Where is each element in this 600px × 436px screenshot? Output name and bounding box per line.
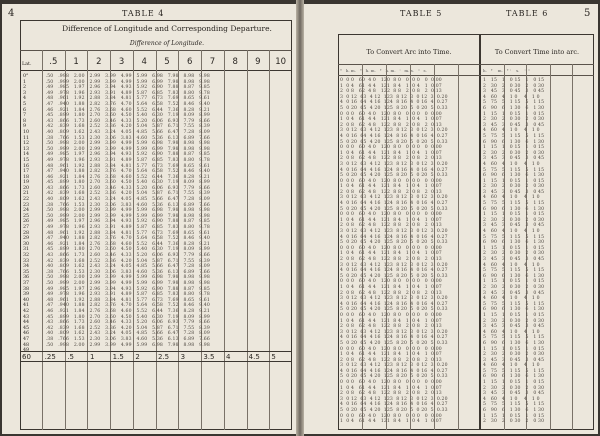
book-gutter [296, 0, 304, 436]
mid-head: 5 [271, 353, 276, 361]
column-head: 4 [141, 57, 147, 67]
column-head: 2 [96, 57, 102, 67]
column-head: .5 [49, 57, 58, 67]
left-table-heading: TABLE 4 [122, 9, 165, 18]
left-table-subtitle: Difference of Longitude. [129, 40, 205, 47]
mid-head: 4 [226, 353, 231, 361]
column-head: 3 [118, 57, 125, 67]
table5-values: 0 0 0 60 4 0 120 8 0 0 0 0 0 0.00 1 0 4 61 4 4 121 8 4 1 0 4 1 0.07 2 0 8 62 4 8 122 8 8 2 0 8 2 0.13 3 0 12 63 4 12 123 8 12 3 0 12 3 0.20 4 0 16 64 4 16 124 8 16 4 0 16 4 0.27 5 0 20 65 4 20 125 8 20 5 0 20 5 0.33 0 0 0 60 4 0 120 8 0 0 0 0 0 0.00 1 0 4 61 4 4 121 8 4 1 0 4 1 0.07 2 0 8 62 4 8 122 8 8 2 0 8 2 0.13 3 0 12 63 4 12 123 8 12 3 0 12 3 0.20 4 0 16 64 4 16 124 8 16 4 0 16 4 0.27 5 0 20 65 4 20 125 8 20 5 0 20 5 0.33 0 0 0 60 4 0 120 8 0 0 0 0 0 0.00 1 0 4 61 4 4 121 8 4 1 0 4 1 0.07 2 0 8 62 4 8 122 8 8 2 0 8 2 0.13 3 0 12 63 4 12 123 8 12 3 0 12 3 0.20 4 0 16 64 4 16 124 8 16 4 0 16 4 0.27 5 0 20 65 4 20 125 8 20 5 0 20 5 0.33 0 0 0 60 4 0 120 8 0 0 0 0 0 0.00 1 0 4 61 4 4 121 8 4 1 0 4 1 0.07 2 0 8 62 4 8 122 8 8 2 0 8 2 0.13 3 0 12 63 4 12 123 8 12 3 0 12 3 0.20 4 0 16 64 4 16 124 8 16 4 0 16 4 0.27 5 0 20 65 4 20 125 8 20 5 0 20 5 0.33 0 0 0 60 4 0 120 8 0 0 0 0 0 0.00 1 0 4 61 4 4 121 8 4 1 0 4 1 0.07 2 0 8 62 4 8 122 8 8 2 0 8 2 0.13 3 0 12 63 4 12 123 8 12 3 0 12 3 0.20 4 0 16 64 4 16 124 8 16 4 0 16 4 0.27 5 0 20 65 4 20 125 8 20 5 0 20 5 0.33 0 0 0 60 4 0 120 8 0 0 0 0 0 0.00 1 0 4 61 4 4 121 8 4 1 0 4 1 0.07 2 0 8 62 4 8 122 8 8 2 0 8 2 0.13 3 0 12 63 4 12 123 8 12 3 0 12 3 0.20 4 0 16 64 4 16 124 8 16 4 0 16 4 0.27 5 0 20 65 4 20 125 8 20 5 0 20 5 0.33 0 0 0 60 4 0 120 8 0 0 0 0 0 0.00 1 0 4 61 4 4 121 8 4 1 0 4 1 0.07 2 0 8 62 4 8 122 8 8 2 0 8 2 0.13 3 0 12 63 4 12 123 8 12 3 0 12 3 0.20 4 0 16 64 4 16 124 8 16 4 0 16 4 0.27 5 0 20 65 4 20 125 8 20 5 0 20 5 0.33 0 0 0 60 4 0 120 8 0 0 0 0 0 0.00 1 0 4 61 4 4 121 8 4 1 0 4 1 0.07 2 0 8 62 4 8 122 8 8 2 0 8 2 0.13 3 0 12 63 4 12 123 8 12 3 0 12 3 0.20 4 0 16 64 4 16 124 8 16 4 0 16 4 0.27 5 0 20 65 4 20 125 8 20 5 0 20 5 0.33 0 0 0 60 4 0 120 8 0 0 0 0 0 0.00 1 0 4 61 4 4 121 8 4 1 0 4 1 0.07 2 0 8 62 4 8 122 8 8 2 0 8 2 0.13 3 0 12 63 4 12 123 8 12 3 0 12 3 0.20 4 0 16 64 4 16 124 8 16 4 0 16 4 0.27 5 0 20 65 4 20 125 8 20 5 0 20 5 0.33 0 0 0 60 4 0 120 8 0 0 0 0 0 0.00 1 0 4 61 4 4 121 8 4 1 0 4 1 0.07 2 0 8 62 4 8 122 8 8 2 0 8 2 0.13 3 0 12 63 4 12 123 8 12 3 0 12 3 0.20 4 0 16 64 4 16 124 8 16 4 0 16 4 0.27 5 0 20 65 4 20 125 8 20 5 0 20 5 0.33 0 0 0 60 4 0 120 8 0 0 0 0 0 0.00 1 0 4 61 4 4 121 8 4 1 0 4 1 0.07 [340, 78, 448, 425]
latitude-column: 0° 1 2 3 4 5 6 7 8 9 10 11 12 13 14 15 16 17 18 19 20 21 22 23 24 25 26 27 28 29 30 31 32 33 34 35 36 37 38 39 40 41 42 43 44 45 46 47 48 49 [23, 74, 30, 354]
column-head: 9 [255, 57, 261, 67]
mid-head: 2.5 [158, 353, 170, 361]
mid-head: 1 [90, 353, 95, 361]
mid-head: 2 [135, 353, 140, 361]
mid-head: 3.5 [203, 353, 215, 361]
departure-values: .50 .998 2.00 2.99 3.99 4.99 5.99 6.98 7.98 8.98 9.98 .50 .999 2.00 2.99 3.99 4.99 5.99 6.99 7.98 8.98 9.98 .49 .985 1.97 2.96 3.94 4.93 5.92 6.90 7.88 8.87 9.85 .49 .978 1.96 2.93 3.91 4.89 5.87 6.85 7.83 8.80 9.78 .48 .961 1.92 2.88 3.84 4.81 5.77 6.73 7.69 8.65 9.61 .47 .940 1.88 2.82 3.76 4.70 5.64 6.58 7.52 8.46 9.40 .46 .921 1.84 2.76 3.68 4.60 5.52 6.44 7.36 8.28 9.21 .45 .899 1.80 2.70 3.60 4.50 5.40 6.30 7.19 8.09 8.99 .43 .866 1.73 2.60 3.46 4.33 5.20 6.06 6.93 7.79 8.66 .42 .839 1.68 2.52 3.36 4.20 5.04 5.87 6.71 7.55 8.39 .40 .809 1.62 2.43 3.24 4.05 4.85 5.66 6.47 7.28 8.09 .38 .766 1.53 2.30 3.06 3.83 4.60 5.36 6.13 6.89 7.66 .50 .998 2.00 2.99 3.99 4.99 5.99 6.98 7.98 8.98 9.98 .50 .999 2.00 2.99 3.99 4.99 5.99 6.99 7.98 8.98 9.98 .49 .985 1.97 2.96 3.94 4.93 5.92 6.90 7.88 8.87 9.85 .49 .978 1.96 2.93 3.91 4.89 5.87 6.85 7.83 8.80 9.78 .48 .961 1.92 2.88 3.84 4.81 5.77 6.73 7.69 8.65 9.61 .47 .940 1.88 2.82 3.76 4.70 5.64 6.58 7.52 8.46 9.40 .46 .921 1.84 2.76 3.68 4.60 5.52 6.44 7.36 8.28 9.21 .45 .899 1.80 2.70 3.60 4.50 5.40 6.30 7.19 8.09 8.99 .43 .866 1.73 2.60 3.46 4.33 5.20 6.06 6.93 7.79 8.66 .42 .839 1.68 2.52 3.36 4.20 5.04 5.87 6.71 7.55 8.39 .40 .809 1.62 2.43 3.24 4.05 4.85 5.66 6.47 7.28 8.09 .38 .766 1.53 2.30 3.06 3.83 4.60 5.36 6.13 6.89 7.66 .50 .998 2.00 2.99 3.99 4.99 5.99 6.98 7.98 8.98 9.98 .50 .999 2.00 2.99 3.99 4.99 5.99 6.99 7.98 8.98 9.98 .49 .985 1.97 2.96 3.94 4.93 5.92 6.90 7.88 8.87 9.85 .49 .978 1.96 2.93 3.91 4.89 5.87 6.85 7.83 8.80 9.78 .48 .961 1.92 2.88 3.84 4.81 5.77 6.73 7.69 8.65 9.61 .47 .940 1.88 2.82 3.76 4.70 5.64 6.58 7.52 8.46 9.40 .46 .921 1.84 2.76 3.68 4.60 5.52 6.44 7.36 8.28 9.21 .45 .899 1.80 2.70 3.60 4.50 5.40 6.30 7.19 8.09 8.99 .43 .866 1.73 2.60 3.46 4.33 5.20 6.06 6.93 7.79 8.66 .42 .839 1.68 2.52 3.36 4.20 5.04 5.87 6.71 7.55 8.39 .40 .809 1.62 2.43 3.24 4.05 4.85 5.66 6.47 7.28 8.09 .38 .766 1.53 2.30 3.06 3.83 4.60 5.36 6.13 6.89 7.66 .50 .998 2.00 2.99 3.99 4.99 5.99 6.98 7.98 8.98 9.98 .50 .999 2.00 2.99 3.99 4.99 5.99 6.99 7.98 8.98 9.98 .49 .985 1.97 2.96 3.94 4.93 5.92 6.90 7.88 8.87 9.85 .49 .978 1.96 2.93 3.91 4.89 5.87 6.85 7.83 8.80 9.78 .48 .961 1.92 2.88 3.84 4.81 5.77 6.73 7.69 8.65 9.61 .47 .940 1.88 2.82 3.76 4.70 5.64 6.58 7.52 8.46 9.40 .46 .921 1.84 2.76 3.68 4.60 5.52 6.44 7.36 8.28 9.21 .45 .899 1.80 2.70 3.60 4.50 5.40 6.30 7.19 8.09 8.99 .43 .866 1.73 2.60 3.46 4.33 5.20 6.06 6.93 7.79 8.66 .42 .839 1.68 2.52 3.36 4.20 5.04 5.87 6.71 7.55 8.39 .40 .809 1.62 2.43 3.24 4.05 4.85 5.66 6.47 7.28 8.09 .38 .766 1.53 2.30 3.06 3.83 4.60 5.36 6.13 6.89 7.66 .50 .998 2.00 2.99 3.99 4.99 5.99 6.98 7.98 8.98 9.98 [45, 74, 210, 348]
lat-label: Lat. [22, 62, 32, 67]
column-head: 8 [232, 57, 238, 67]
table6-title: To Convert Time into arc. [494, 48, 580, 56]
column-head: 10 [275, 57, 287, 67]
column-head: 6 [187, 57, 193, 67]
left-table-title: Difference of Longitude and Corresponding Departure. [62, 24, 272, 33]
table6-column-heads: h. ° m. ° ' s. ' " [483, 68, 530, 73]
column-head: 7 [209, 57, 216, 67]
table5-title: To Convert Arc into Time. [366, 48, 452, 56]
left-page [2, 4, 296, 434]
column-head: 5 [164, 57, 170, 67]
mid-head: 60 [22, 353, 31, 361]
mid-head: 3 [180, 353, 186, 361]
right-page-number: 5 [584, 8, 591, 19]
mid-head: 4.5 [248, 353, 260, 361]
column-head: 1 [73, 57, 79, 67]
mid-head: .25 [44, 353, 56, 361]
table5-heading: TABLE 5 [400, 9, 443, 18]
table6-values: 1 15 1 0 15 1 0 15 2 30 2 0 30 2 0 30 3 45 3 0 45 3 0 45 4 60 4 1 0 4 1 0 5 75 5 1 15 5 1 15 6 90 6 1 30 6 1 30 1 15 1 0 15 1 0 15 2 30 2 0 30 2 0 30 3 45 3 0 45 3 0 45 4 60 4 1 0 4 1 0 5 75 5 1 15 5 1 15 6 90 6 1 30 6 1 30 1 15 1 0 15 1 0 15 2 30 2 0 30 2 0 30 3 45 3 0 45 3 0 45 4 60 4 1 0 4 1 0 5 75 5 1 15 5 1 15 6 90 6 1 30 6 1 30 1 15 1 0 15 1 0 15 2 30 2 0 30 2 0 30 3 45 3 0 45 3 0 45 4 60 4 1 0 4 1 0 5 75 5 1 15 5 1 15 6 90 6 1 30 6 1 30 1 15 1 0 15 1 0 15 2 30 2 0 30 2 0 30 3 45 3 0 45 3 0 45 4 60 4 1 0 4 1 0 5 75 5 1 15 5 1 15 6 90 6 1 30 6 1 30 1 15 1 0 15 1 0 15 2 30 2 0 30 2 0 30 3 45 3 0 45 3 0 45 4 60 4 1 0 4 1 0 5 75 5 1 15 5 1 15 6 90 6 1 30 6 1 30 1 15 1 0 15 1 0 15 2 30 2 0 30 2 0 30 3 45 3 0 45 3 0 45 4 60 4 1 0 4 1 0 5 75 5 1 15 5 1 15 6 90 6 1 30 6 1 30 1 15 1 0 15 1 0 15 2 30 2 0 30 2 0 30 3 45 3 0 45 3 0 45 4 60 4 1 0 4 1 0 5 75 5 1 15 5 1 15 6 90 6 1 30 6 1 30 1 15 1 0 15 1 0 15 2 30 2 0 30 2 0 30 3 45 3 0 45 3 0 45 4 60 4 1 0 4 1 0 5 75 5 1 15 5 1 15 6 90 6 1 30 6 1 30 1 15 1 0 15 1 0 15 2 30 2 0 30 2 0 30 3 45 3 0 45 3 0 45 4 60 4 1 0 4 1 0 5 75 5 1 15 5 1 15 6 90 6 1 30 6 1 30 1 15 1 0 15 1 0 15 2 30 2 0 30 2 0 30 [483, 78, 545, 425]
table6-heading: TABLE 6 [506, 9, 549, 18]
right-page [304, 4, 598, 434]
left-page-number: 4 [8, 8, 15, 19]
mid-head: 1.5 [112, 353, 124, 361]
mid-head: .5 [67, 353, 75, 361]
table5-column-heads: ° h. m. ° h. m. ° h. m. ' m. s. " s. [340, 68, 427, 73]
